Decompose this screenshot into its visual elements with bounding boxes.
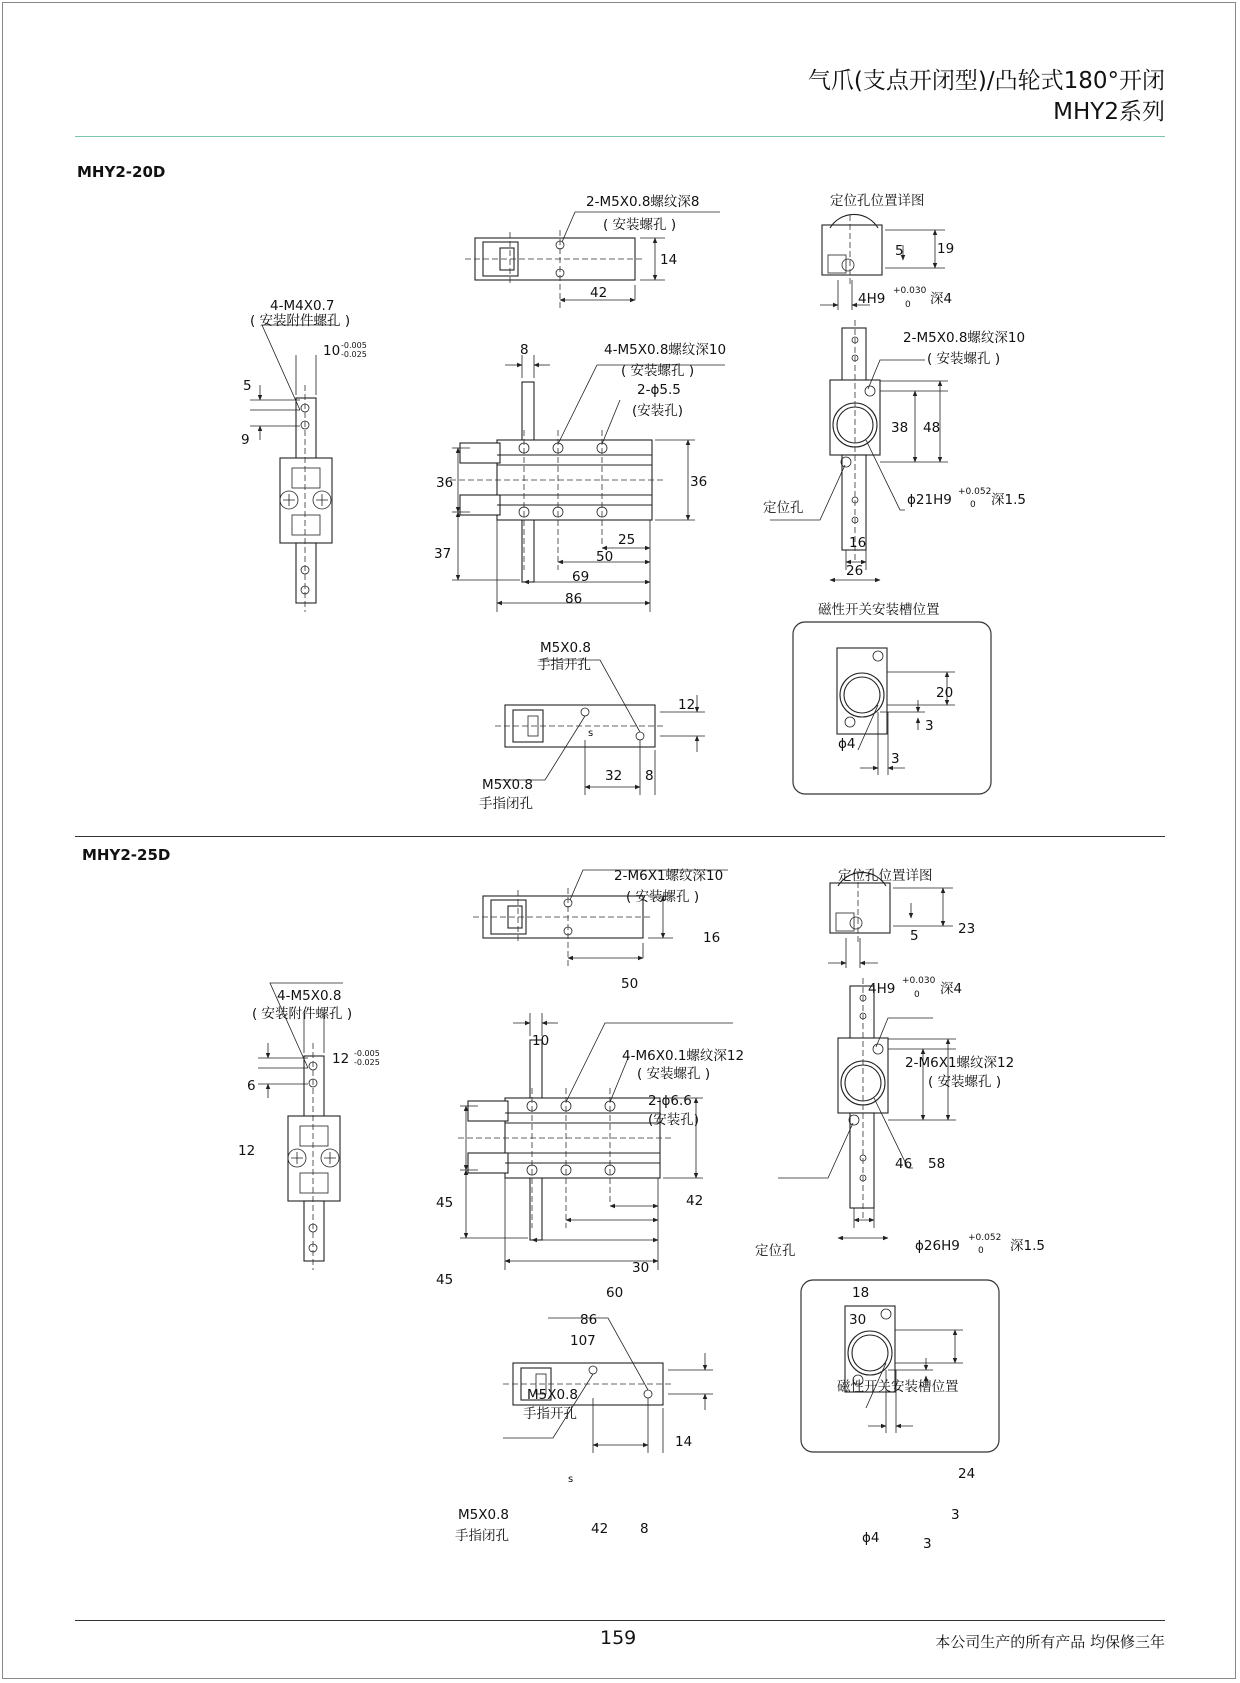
catalog-title: 气爪(支点开闭型)/凸轮式180°开闭 (807, 68, 1165, 94)
tolerance-label: 0 (914, 990, 920, 1000)
dim-label: ϕ4 (838, 736, 856, 752)
dim-label: 38 (891, 420, 909, 436)
dim-label: 42 (590, 285, 608, 301)
dim-label: ( 安装附件螺孔 ) (250, 313, 351, 329)
dim-label: 手指闭孔 (479, 796, 533, 812)
tolerance-label: +0.030 (902, 976, 936, 986)
dim-label: 18 (852, 1285, 870, 1301)
tolerance-label: -0.005 (341, 341, 367, 350)
dim-label: 4-M6X0.1螺纹深12 (622, 1048, 745, 1064)
dim-label: M5X0.8 (458, 1507, 509, 1523)
dim-label: 8 (520, 342, 529, 358)
warranty-note: 本公司生产的所有产品 均保修三年 (935, 1633, 1165, 1651)
dim-label: 107 (570, 1333, 596, 1349)
dim-label: 9 (241, 432, 250, 448)
dim-label: 4H9 (858, 291, 886, 307)
dim-label: ( 安装螺孔 ) (927, 351, 1001, 367)
dim-label: 46 (895, 1156, 913, 1172)
tolerance-label: -0.025 (354, 1058, 380, 1067)
dim-label: 5 (243, 378, 252, 394)
dim-label: 3 (923, 1536, 932, 1552)
dim-label: 42 (591, 1521, 609, 1537)
dim-label: 5 (895, 243, 904, 259)
series-title: MHY2系列 (1053, 99, 1165, 125)
dim-label: 24 (958, 1466, 976, 1482)
dim-label: 20 (936, 685, 954, 701)
dim-label: M5X0.8 (540, 640, 591, 656)
dim-label: M5X0.8 (482, 777, 533, 793)
dim-label: 手指闭孔 (455, 1528, 509, 1544)
tolerance-label: 0 (978, 1246, 984, 1256)
dim-label: 4-M5X0.8 (277, 988, 342, 1004)
dim-label: 深1.5 (991, 492, 1026, 508)
dim-label: 磁性开关安装槽位置 (837, 1379, 959, 1395)
dim-label: 50 (621, 976, 639, 992)
dim-label: 手指开孔 (523, 1406, 577, 1422)
dim-label: ϕ4 (862, 1530, 880, 1546)
dim-label: 深4 (940, 981, 963, 997)
dim-label: 69 (572, 569, 590, 585)
dim-label: 36 (436, 475, 454, 491)
dim-label: M5X0.8 (527, 1387, 578, 1403)
dim-label: 23 (958, 921, 976, 937)
dim-label: ( 安装螺孔 ) (637, 1066, 711, 1082)
dim-label: 58 (928, 1156, 946, 1172)
dim-label: ϕ21H9 (907, 492, 952, 508)
dim-label: 12 (678, 697, 696, 713)
dim-label: 30 (849, 1312, 867, 1328)
dim-label: 37 (434, 546, 452, 562)
page-number: 159 (600, 1627, 637, 1649)
dim-label: ( 安装螺孔 ) (626, 889, 700, 905)
dim-label: 14 (660, 252, 678, 268)
dim-label: 42 (686, 1193, 704, 1209)
dim-label: ϕ26H9 (915, 1238, 960, 1254)
dim-label: 48 (923, 420, 941, 436)
tolerance-label: -0.005 (354, 1049, 380, 1058)
dim-label: 16 (703, 930, 721, 946)
dim-label: 30 (632, 1260, 650, 1276)
dim-label: 14 (675, 1434, 693, 1450)
dim-label: 3 (951, 1507, 960, 1523)
tolerance-label: +0.030 (893, 286, 927, 296)
dim-label: 2-M6X1螺纹深12 (905, 1055, 1015, 1071)
dim-label: 定位孔位置详图 (838, 868, 933, 884)
dim-label: 5 (910, 928, 919, 944)
dim-label: 定位孔 (763, 500, 804, 516)
dim-label: 50 (596, 549, 614, 565)
dim-label: 4-M4X0.7 (270, 298, 335, 314)
tolerance-label: 0 (905, 300, 911, 310)
dim-label: 25 (618, 532, 636, 548)
dim-label: 12 (238, 1143, 256, 1159)
dim-label: 8 (645, 768, 654, 784)
dim-label: 26 (846, 563, 864, 579)
dim-label: 深4 (930, 291, 953, 307)
dim-label: 手指开孔 (537, 657, 591, 673)
dim-label: ( 安装螺孔 ) (603, 217, 677, 233)
dim-label: (安装孔) (648, 1112, 700, 1128)
dim-label: ( 安装附件螺孔 ) (252, 1006, 353, 1022)
dim-label: 6 (247, 1078, 256, 1094)
dim-label: 45 (436, 1272, 454, 1288)
dim-label: 10 (323, 343, 341, 359)
dim-label: 4-M5X0.8螺纹深10 (604, 342, 727, 358)
dim-label: 深1.5 (1010, 1238, 1045, 1254)
dim-label: 8 (640, 1521, 649, 1537)
dim-label: 2-M5X0.8螺纹深8 (586, 194, 700, 210)
dim-label: 3 (925, 718, 934, 734)
dim-label: s (568, 1474, 574, 1485)
section-2-labels (238, 867, 1045, 1552)
dim-label: 19 (937, 241, 955, 257)
dim-label: 16 (849, 535, 867, 551)
tolerance-label: -0.025 (341, 350, 367, 359)
dim-label: 86 (565, 591, 583, 607)
tolerance-label: 0 (970, 500, 976, 510)
dim-label: 12 (332, 1051, 350, 1067)
tolerance-label: +0.052 (958, 487, 992, 497)
dim-label: s (588, 728, 594, 739)
dim-label: ( 安装螺孔 ) (928, 1074, 1002, 1090)
dim-label: ( 安装螺孔 ) (621, 363, 695, 379)
dim-label: 定位孔位置详图 (830, 193, 925, 209)
dim-label: 2-M6X1螺纹深10 (614, 868, 724, 884)
dim-label: 2-ϕ6.6 (648, 1093, 692, 1109)
dim-label: 60 (606, 1285, 624, 1301)
tolerance-label: +0.052 (968, 1233, 1002, 1243)
model-title: MHY2-25D (82, 846, 171, 864)
dim-label: 36 (690, 474, 708, 490)
dim-label: 3 (891, 751, 900, 767)
model-title: MHY2-20D (77, 163, 166, 181)
dim-label: 2-ϕ5.5 (637, 382, 681, 398)
dim-label: 4H9 (868, 981, 896, 997)
dim-label: 定位孔 (755, 1243, 796, 1259)
dim-label: 磁性开关安装槽位置 (818, 602, 940, 618)
dim-label: 32 (605, 768, 623, 784)
dim-label: 2-M5X0.8螺纹深10 (903, 330, 1026, 346)
dim-label: 10 (532, 1033, 550, 1049)
dim-label: 45 (436, 1195, 454, 1211)
dim-label: 86 (580, 1312, 598, 1328)
dim-label: (安装孔) (632, 403, 684, 419)
